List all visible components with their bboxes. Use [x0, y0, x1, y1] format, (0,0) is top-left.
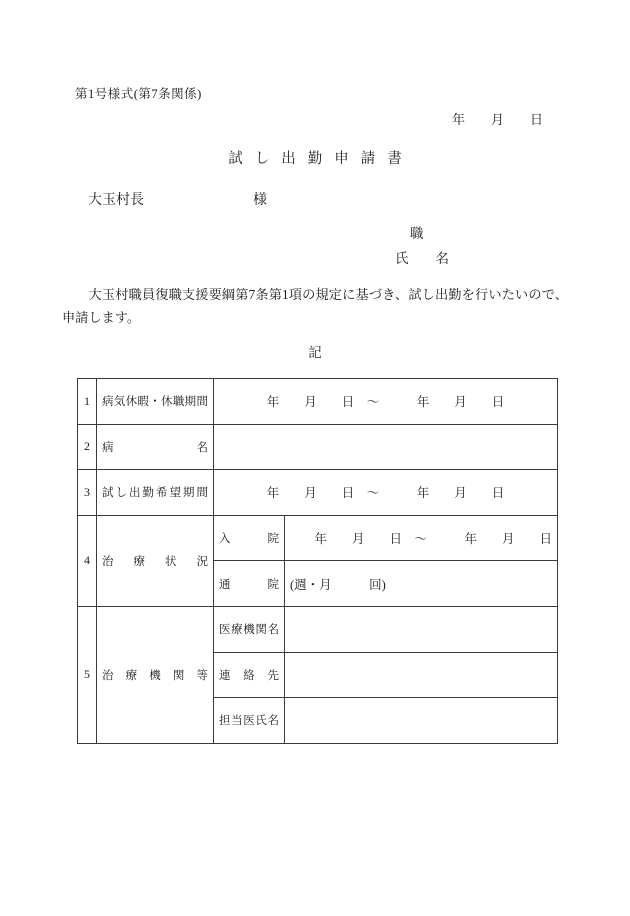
- row5-sublabel-contact: 連絡先: [214, 652, 285, 698]
- application-table: [77, 378, 558, 744]
- row2-value-area: [214, 424, 558, 470]
- row5-doctor-value-area: [285, 698, 558, 744]
- table-row-treatment-status-hospitalization: [78, 515, 558, 561]
- signature-position-label: 職: [410, 226, 424, 241]
- date-line: 年 月 日: [451, 112, 543, 127]
- row4-sublabel-outpatient: 通院: [214, 561, 285, 607]
- row5-number: 5: [78, 606, 97, 743]
- row5-label: 治療機関等: [97, 606, 214, 743]
- table-row-sick-leave-period: [78, 379, 558, 425]
- row2-label: 病名: [97, 424, 214, 470]
- row1-label: 病気休暇・休職期間: [97, 379, 214, 425]
- row3-value-area: 年 月 日 ～ 年 月 日: [214, 470, 558, 516]
- addressee-honorific: 様: [253, 193, 267, 208]
- row5-institution-value-area: [285, 606, 558, 652]
- row4-hospitalization-value-area: 年 月 日 ～ 年 月 日: [285, 515, 558, 561]
- document-title: 試し出勤申請書: [228, 151, 414, 167]
- row3-label: 試し出勤希望期間: [97, 470, 214, 516]
- row2-number: 2: [78, 424, 97, 470]
- row5-contact-value-area: [285, 652, 558, 698]
- row3-number: 3: [78, 470, 97, 516]
- row5-sublabel-doctor: 担当医氏名: [214, 698, 285, 744]
- row1-number: 1: [78, 379, 97, 425]
- row4-sublabel-hospitalization: 入院: [214, 515, 285, 561]
- addressee: 大玉村長: [88, 193, 144, 208]
- row1-value-area: 年 月 日 ～ 年 月 日: [214, 379, 558, 425]
- table-row-trial-work-period: [78, 470, 558, 516]
- body-paragraph: 大玉村職員復職支援要綱第7条第1項の規定に基づき、試し出勤を行いたいので、申請します。: [62, 287, 568, 325]
- row5-sublabel-institution: 医療機関名: [214, 606, 285, 652]
- row4-label: 治療状況: [97, 515, 214, 606]
- form-number: 第1号様式(第7条関係): [75, 87, 202, 101]
- record-heading: 記: [308, 345, 322, 360]
- row4-number: 4: [78, 515, 97, 606]
- table-row-medical-institution-name: [78, 606, 558, 652]
- signature-name-label: 氏 名: [395, 251, 449, 266]
- table-row-disease-name: [78, 424, 558, 470]
- row4-outpatient-value-area: (週・月 回): [285, 561, 558, 607]
